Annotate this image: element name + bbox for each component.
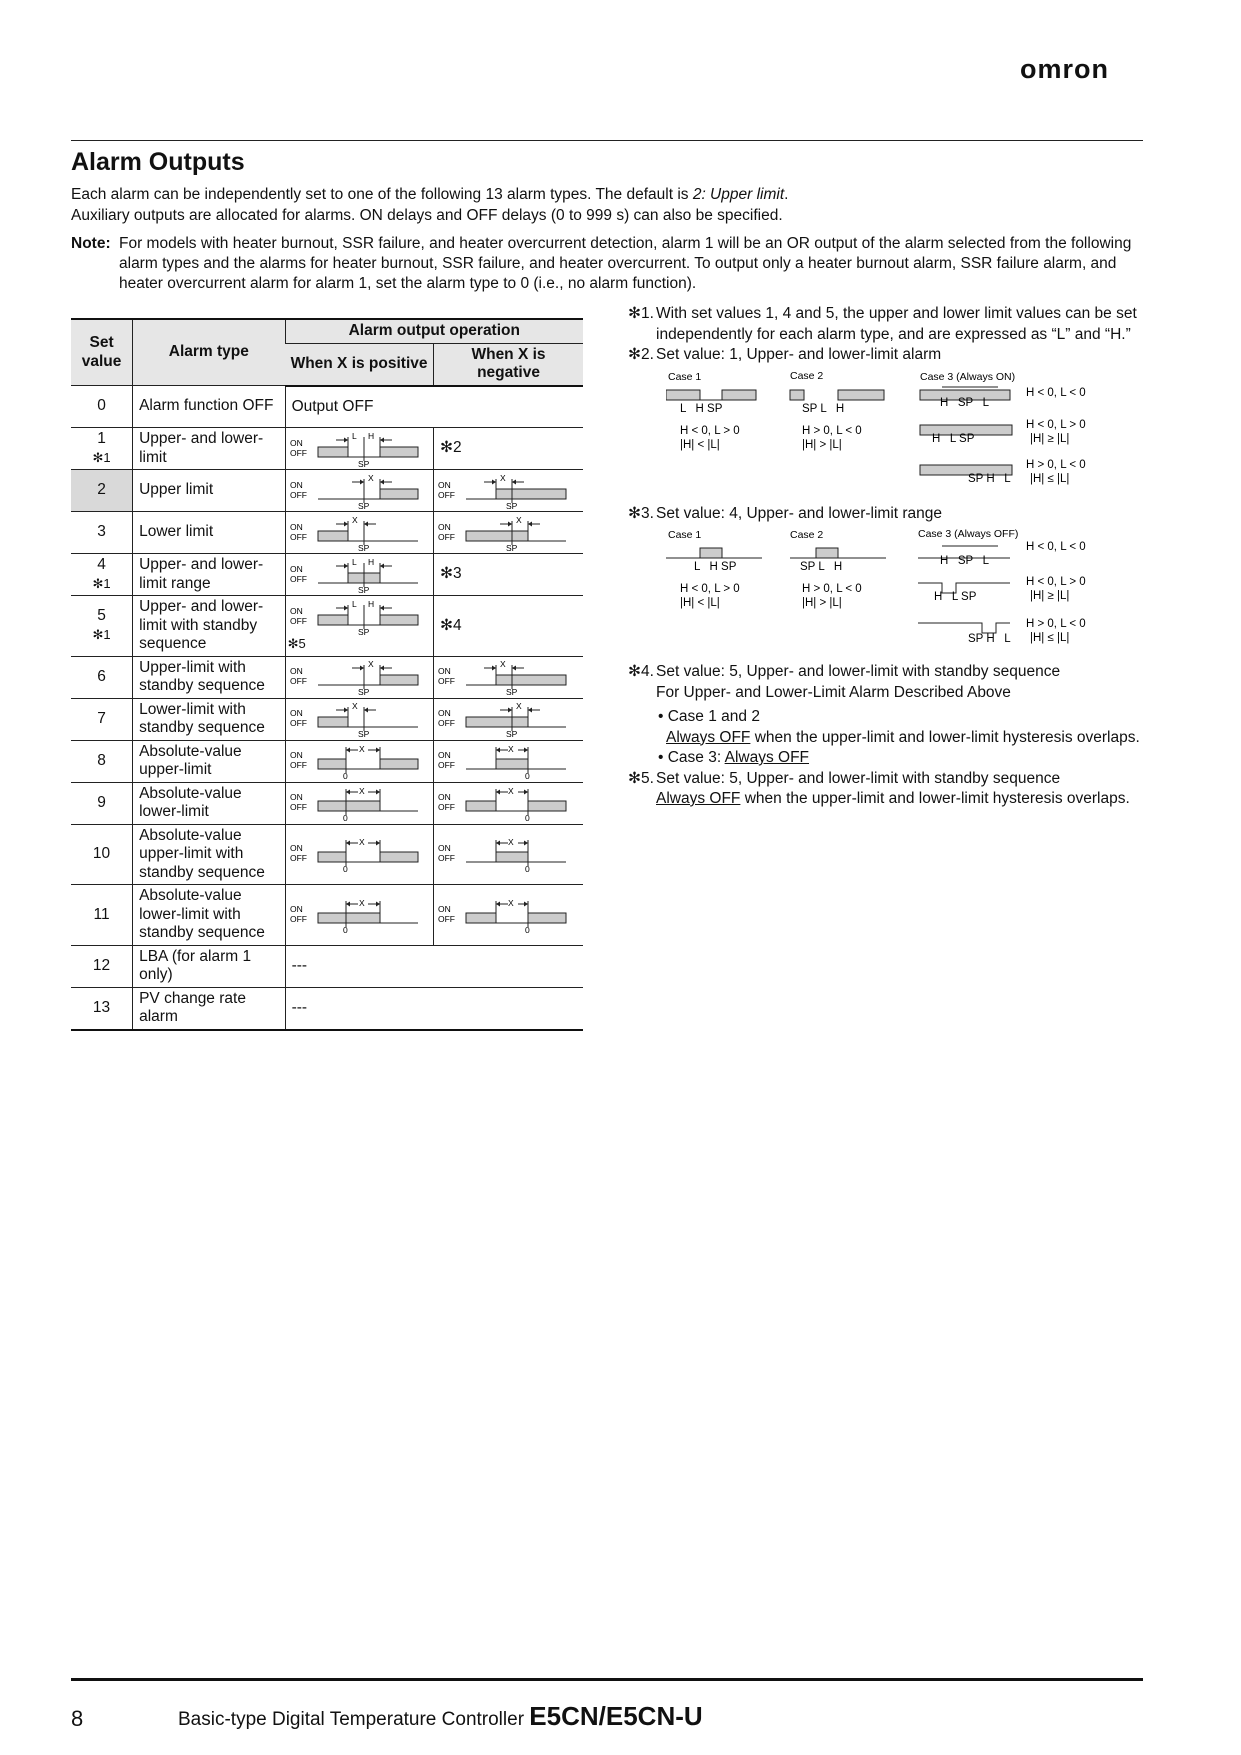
- table-row: [71, 554, 583, 596]
- svg-text:ON: ON: [289, 479, 303, 490]
- set-value-cell: [71, 945, 133, 987]
- set-value: 7: [97, 709, 106, 727]
- alarm-type-cell: Lower limit: [133, 512, 285, 554]
- svg-text:OFF: OFF: [289, 676, 307, 686]
- alarm-type-cell: Lower-limit with standby sequence: [133, 698, 285, 740]
- set-value: 11: [93, 905, 110, 923]
- operation-text: ---: [285, 987, 583, 1030]
- omron-logo: omron: [1020, 54, 1109, 84]
- alarm-operation-diagram: [288, 743, 426, 779]
- alarm-operation-diagram: [288, 599, 426, 635]
- svg-text:OFF: OFF: [289, 447, 307, 458]
- svg-text:H: H: [367, 556, 374, 567]
- footnote-2: ✻2. Set value: 1, Upper- and lower-limit alarm: [628, 346, 942, 363]
- svg-text:ON: ON: [289, 750, 303, 760]
- table-row: [71, 470, 583, 512]
- footer-title: Basic-type Digital Temperature Controller E5CN/E5CN-U: [178, 1701, 703, 1731]
- footnotes: [628, 304, 1144, 810]
- svg-text:H > 0, L < 0: H > 0, L < 0: [802, 583, 862, 595]
- svg-text:ON: ON: [289, 708, 303, 718]
- negative-operation-cell: [434, 512, 583, 554]
- alarm-type-cell: Alarm function OFF: [133, 386, 285, 428]
- svg-text:L: L: [351, 556, 357, 567]
- svg-text:H < 0, L > 0: H < 0, L > 0: [1026, 576, 1086, 588]
- svg-text:SP: SP: [357, 458, 369, 467]
- svg-text:X: X: [516, 514, 522, 525]
- bottom-rule: [71, 1678, 1143, 1681]
- set-value: 2: [97, 481, 106, 499]
- svg-text:ON: ON: [438, 479, 451, 490]
- table-row: [71, 740, 583, 782]
- svg-text:SP: SP: [357, 542, 369, 551]
- alarm-operation-diagram: [436, 743, 574, 779]
- svg-text:H SP L: H SP L: [940, 396, 990, 409]
- svg-text:SP H L: SP H L: [968, 633, 1011, 645]
- positive-operation-cell: [285, 782, 433, 824]
- svg-text:OFF: OFF: [438, 913, 456, 924]
- svg-text:ON: ON: [438, 843, 451, 854]
- svg-text:SP: SP: [506, 729, 518, 737]
- set-value: 1: [97, 430, 106, 447]
- negative-operation-cell: [434, 824, 583, 885]
- svg-text:X: X: [358, 786, 365, 796]
- alarm-type-cell: PV change rate alarm: [133, 987, 285, 1030]
- table-row: [71, 945, 583, 987]
- set-value-cell: [71, 596, 133, 657]
- note-text: For models with heater burnout, SSR failure, and heater overcurrent detection, alarm 1 will be an OR output of the alarm selected from the following alarm types and the alarms for heater burnout, SSR failure, and heater overcurrent. To output only a heater burnout alarm, SSR failure alarm, and heater overcurrent alarm for alarm 1, set the alarm type to 0 (i.e., no alarm function).: [119, 235, 1132, 292]
- svg-text:H < 0, L > 0: H < 0, L > 0: [680, 424, 740, 437]
- note-label: Note:: [71, 235, 111, 252]
- page-title: Alarm Outputs: [71, 148, 245, 176]
- positive-operation-cell: [285, 740, 433, 782]
- svg-text:X: X: [508, 786, 514, 796]
- svg-text:SP: SP: [357, 626, 369, 635]
- footnote-4: ✻4. Set value: 5, Upper- and lower-limit with standby sequence For Upper- and Lower-Limit Alarm Described Above: [628, 663, 1061, 701]
- table-row: [71, 782, 583, 824]
- svg-text:SP: SP: [357, 687, 369, 695]
- table-row: [71, 987, 583, 1030]
- svg-text:OFF: OFF: [289, 615, 307, 626]
- svg-text:ON: ON: [289, 437, 303, 448]
- svg-text:H SP L: H SP L: [940, 555, 990, 567]
- negative-operation-cell: [434, 885, 583, 946]
- alarm-operation-diagram: [436, 659, 574, 695]
- svg-text:SP L H: SP L H: [802, 402, 845, 415]
- intro-text: Each alarm can be independently set to one of the following 13 alarm types. The default is 2: Upper limit. Auxiliary outputs are allocated for alarms. ON delays and OFF delays (0 to 999 s) can also be specified.: [71, 186, 789, 224]
- positive-operation-cell: [285, 698, 433, 740]
- svg-text:X: X: [508, 744, 514, 754]
- svg-text:SP: SP: [357, 729, 369, 737]
- svg-text:H L SP: H L SP: [934, 591, 977, 603]
- alarm-operation-diagram: [436, 836, 574, 872]
- svg-text:X: X: [351, 701, 358, 711]
- svg-text:OFF: OFF: [438, 853, 456, 864]
- svg-text:Case 3 (Always ON): Case 3 (Always ON): [920, 370, 1016, 383]
- footnote-5: ✻5. Set value: 5, Upper- and lower-limit with standby sequence Always OFF when the upper-limit and lower-limit hysteresis overlaps.: [628, 769, 1130, 807]
- svg-text:H: H: [367, 430, 374, 441]
- svg-text:ON: ON: [438, 666, 451, 676]
- svg-text:L: L: [351, 598, 357, 609]
- svg-text:OFF: OFF: [438, 531, 456, 542]
- svg-text:OFF: OFF: [289, 718, 307, 728]
- set-value-cell: [71, 512, 133, 554]
- alarm-operation-diagram: [288, 515, 426, 551]
- alarm-operation-diagram: [436, 701, 574, 737]
- page-number: 8: [71, 1706, 84, 1731]
- alarm-type-cell: Upper limit: [133, 470, 285, 512]
- svg-text:ON: ON: [438, 903, 451, 914]
- alarm-operation-diagram: [288, 897, 426, 933]
- svg-text:0: 0: [525, 864, 530, 873]
- set-value-cell: [71, 885, 133, 946]
- alarm-operation-diagram: [288, 836, 426, 872]
- svg-text:H < 0, L < 0: H < 0, L < 0: [1026, 541, 1086, 553]
- note: [71, 234, 1143, 294]
- set-value-cell: [71, 428, 133, 470]
- svg-text:OFF: OFF: [289, 853, 307, 864]
- set-value: 0: [97, 397, 106, 415]
- alarm-type-cell: Absolute-value lower-limit: [133, 782, 285, 824]
- svg-text:|H| ≥ |L|: |H| ≥ |L|: [1030, 590, 1070, 602]
- header-negative: When X is negative: [434, 343, 583, 386]
- negative-operation-cell: [434, 782, 583, 824]
- alarm-operation-diagram: [436, 515, 574, 551]
- header-alarm-type: Alarm type: [133, 319, 285, 386]
- svg-text:SP H L: SP H L: [968, 472, 1011, 485]
- header-positive: When X is positive: [285, 343, 433, 386]
- alarm-operation-diagram: [288, 431, 426, 467]
- positive-operation-cell: [285, 596, 433, 657]
- svg-text:L: L: [351, 430, 357, 441]
- svg-text:OFF: OFF: [438, 676, 456, 686]
- svg-text:SP: SP: [506, 500, 518, 509]
- table-row: [71, 824, 583, 885]
- negative-operation-cell: [434, 554, 583, 596]
- table-row: [71, 596, 583, 657]
- svg-text:H: H: [367, 598, 374, 609]
- negative-operation-cell: [434, 470, 583, 512]
- set-value: 10: [92, 845, 111, 862]
- footnote-mark: ✻2: [440, 439, 462, 457]
- set-value-cell: [71, 782, 133, 824]
- svg-text:ON: ON: [289, 521, 303, 532]
- svg-text:SP L H: SP L H: [800, 561, 843, 573]
- svg-text:X: X: [358, 744, 365, 754]
- svg-text:ON: ON: [289, 605, 303, 616]
- upper-lower-limit-cases-diagram: [666, 370, 1136, 498]
- set-value: 9: [97, 793, 106, 811]
- positive-operation-cell: [285, 824, 433, 885]
- alarm-operation-diagram: [436, 897, 574, 933]
- footnote-4-bullet-2: • Case 3: Always OFF: [658, 749, 810, 766]
- footnote-mark: ✻5: [287, 635, 306, 651]
- svg-text:0: 0: [525, 924, 530, 933]
- negative-operation-cell: [434, 656, 583, 698]
- svg-text:OFF: OFF: [289, 531, 307, 542]
- alarm-type-cell: LBA (for alarm 1 only): [133, 945, 285, 987]
- svg-text:0: 0: [342, 771, 348, 779]
- svg-text:Case 1: Case 1: [668, 529, 702, 541]
- svg-text:X: X: [508, 837, 514, 848]
- svg-text:H L SP: H L SP: [932, 432, 975, 445]
- svg-text:L H SP: L H SP: [694, 561, 737, 573]
- footnote-3: ✻3. Set value: 4, Upper- and lower-limit range: [628, 504, 943, 522]
- svg-text:X: X: [500, 659, 506, 669]
- alarm-type-table: [71, 318, 583, 1031]
- positive-operation-cell: [285, 554, 433, 596]
- header-operation: Alarm output operation: [285, 319, 583, 343]
- alarm-type-cell: Upper- and lower-limit range: [133, 554, 285, 596]
- svg-text:X: X: [516, 701, 522, 711]
- svg-text:|H| ≥ |L|: |H| ≥ |L|: [1030, 432, 1070, 445]
- svg-text:SP: SP: [506, 542, 518, 551]
- positive-operation-cell: [285, 470, 433, 512]
- table-row: [71, 885, 583, 946]
- svg-text:H > 0, L < 0: H > 0, L < 0: [1026, 458, 1086, 471]
- svg-text:ON: ON: [438, 708, 451, 718]
- table-row: [71, 428, 583, 470]
- footnote-mark: ✻3: [440, 565, 462, 583]
- svg-text:X: X: [351, 514, 358, 525]
- footnote-mark: ✻4: [440, 616, 462, 634]
- operation-text: ---: [285, 945, 583, 987]
- svg-text:0: 0: [525, 771, 530, 779]
- svg-text:X: X: [500, 472, 506, 483]
- svg-text:OFF: OFF: [289, 913, 307, 924]
- svg-text:ON: ON: [289, 903, 303, 914]
- negative-operation-cell: [434, 698, 583, 740]
- svg-text:ON: ON: [438, 521, 451, 532]
- svg-text:X: X: [358, 897, 365, 908]
- set-value: 5: [97, 607, 106, 625]
- svg-text:OFF: OFF: [289, 489, 307, 500]
- svg-text:|H| > |L|: |H| > |L|: [802, 438, 842, 451]
- negative-operation-cell: [434, 740, 583, 782]
- svg-text:|H| < |L|: |H| < |L|: [680, 438, 720, 451]
- svg-text:SP: SP: [357, 584, 369, 593]
- set-value-cell: [71, 987, 133, 1030]
- svg-text:0: 0: [342, 924, 348, 933]
- positive-operation-cell: [285, 656, 433, 698]
- svg-text:OFF: OFF: [289, 760, 307, 770]
- footnote-mark: ✻1: [92, 575, 111, 591]
- header-set-value: Set value: [71, 319, 133, 386]
- alarm-type-cell: Absolute-value upper-limit with standby sequence: [133, 824, 285, 885]
- svg-text:Case 3 (Always OFF): Case 3 (Always OFF): [918, 528, 1019, 540]
- set-value-cell: [71, 386, 133, 428]
- svg-text:H < 0, L < 0: H < 0, L < 0: [1026, 386, 1086, 399]
- negative-operation-cell: [434, 596, 583, 657]
- svg-text:OFF: OFF: [438, 489, 456, 500]
- alarm-operation-diagram: [288, 701, 426, 737]
- alarm-operation-diagram: [288, 785, 426, 821]
- alarm-operation-diagram: [436, 473, 574, 509]
- svg-text:OFF: OFF: [438, 718, 456, 728]
- table-row: [71, 512, 583, 554]
- svg-text:OFF: OFF: [438, 802, 456, 812]
- svg-text:0: 0: [342, 813, 348, 821]
- svg-text:0: 0: [525, 813, 530, 821]
- set-value: 4: [97, 556, 106, 573]
- alarm-type-cell: Upper-limit with standby sequence: [133, 656, 285, 698]
- positive-operation-cell: [285, 885, 433, 946]
- operation-text: Output OFF: [285, 386, 583, 428]
- svg-text:0: 0: [342, 864, 348, 873]
- upper-lower-limit-range-cases-diagram: [666, 528, 1136, 656]
- svg-text:ON: ON: [438, 750, 451, 760]
- svg-text:ON: ON: [289, 843, 303, 854]
- alarm-operation-diagram: [288, 659, 426, 695]
- footnote-mark: ✻1: [92, 626, 111, 642]
- svg-text:SP: SP: [506, 687, 518, 695]
- set-value-cell: [71, 554, 133, 596]
- svg-text:H < 0, L > 0: H < 0, L > 0: [680, 583, 740, 595]
- svg-text:H < 0, L > 0: H < 0, L > 0: [1026, 418, 1086, 431]
- table-row: [71, 386, 583, 428]
- svg-text:H > 0, L < 0: H > 0, L < 0: [1026, 618, 1086, 630]
- set-value: 12: [92, 956, 111, 974]
- svg-text:ON: ON: [289, 792, 303, 802]
- svg-text:L H SP: L H SP: [680, 402, 723, 415]
- alarm-operation-diagram: [288, 557, 426, 593]
- set-value-cell: [71, 824, 133, 885]
- footnote-1: ✻1. With set values 1, 4 and 5, the upper and lower limit values can be set independently for each alarm type, and are expressed as “L” and “H.”: [628, 305, 1137, 343]
- svg-text:H > 0, L < 0: H > 0, L < 0: [802, 424, 862, 437]
- footnote-mark: ✻1: [92, 449, 111, 465]
- svg-text:|H| < |L|: |H| < |L|: [680, 597, 720, 609]
- set-value: 3: [97, 523, 106, 541]
- svg-text:|H| > |L|: |H| > |L|: [802, 597, 842, 609]
- svg-text:|H| ≤ |L|: |H| ≤ |L|: [1030, 632, 1070, 644]
- alarm-type-cell: Upper- and lower-limit with standby sequence: [133, 596, 285, 657]
- alarm-operation-diagram: [436, 785, 574, 821]
- svg-text:ON: ON: [289, 563, 303, 574]
- svg-text:OFF: OFF: [289, 802, 307, 812]
- svg-text:X: X: [508, 897, 514, 908]
- svg-text:|H| ≤ |L|: |H| ≤ |L|: [1030, 472, 1070, 485]
- top-rule: [71, 140, 1143, 141]
- footnote-4-bullet-1: • Case 1 and 2 Always OFF when the upper-limit and lower-limit hysteresis overlaps.: [658, 708, 1140, 746]
- positive-operation-cell: [285, 512, 433, 554]
- set-value-cell: [71, 470, 133, 512]
- set-value-cell: [71, 698, 133, 740]
- alarm-type-cell: Absolute-value lower-limit with standby sequence: [133, 885, 285, 946]
- set-value: 6: [97, 667, 106, 685]
- negative-operation-cell: [434, 428, 583, 470]
- set-value-cell: [71, 656, 133, 698]
- table-row: [71, 656, 583, 698]
- svg-text:OFF: OFF: [289, 573, 307, 584]
- svg-text:OFF: OFF: [438, 760, 456, 770]
- positive-operation-cell: [285, 428, 433, 470]
- alarm-type-cell: Upper- and lower-limit: [133, 428, 285, 470]
- svg-text:X: X: [367, 472, 374, 483]
- set-value: 8: [97, 751, 106, 769]
- alarm-type-cell: Absolute-value upper-limit: [133, 740, 285, 782]
- table-row: [71, 698, 583, 740]
- svg-text:X: X: [367, 659, 374, 669]
- svg-text:SP: SP: [357, 500, 369, 509]
- set-value: 13: [92, 998, 111, 1016]
- svg-text:Case 2: Case 2: [790, 369, 824, 382]
- svg-text:X: X: [358, 837, 365, 848]
- svg-text:ON: ON: [438, 792, 451, 802]
- alarm-operation-diagram: [288, 473, 426, 509]
- svg-text:ON: ON: [289, 666, 303, 676]
- set-value-cell: [71, 740, 133, 782]
- svg-text:Case 1: Case 1: [668, 370, 702, 383]
- svg-text:Case 2: Case 2: [790, 529, 824, 541]
